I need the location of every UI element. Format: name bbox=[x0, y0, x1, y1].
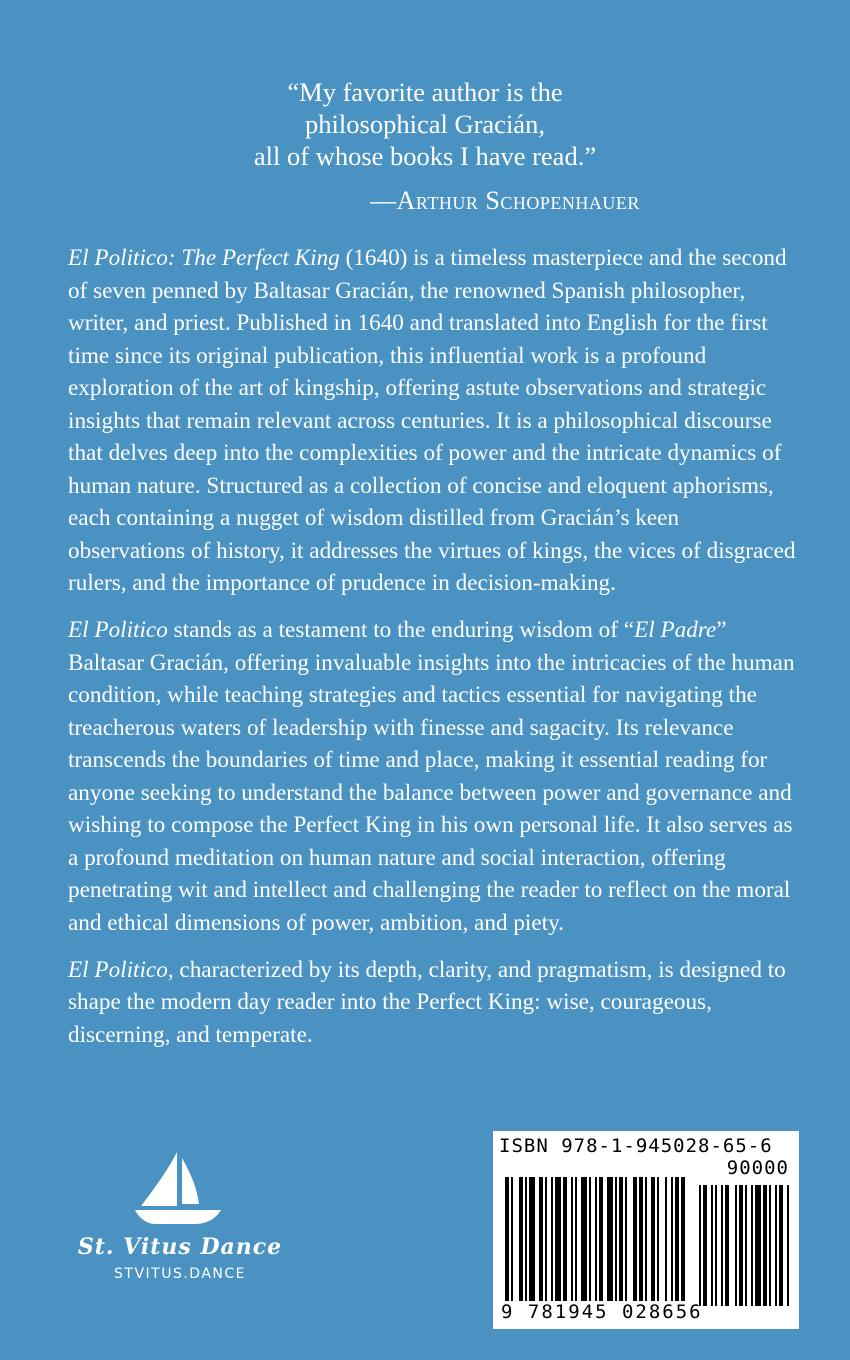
barcode-bar bbox=[675, 1177, 679, 1301]
barcode-bar bbox=[589, 1177, 591, 1301]
barcode-addon-bar bbox=[755, 1185, 761, 1306]
quote-line-3: all of whose books I have read.” bbox=[253, 141, 597, 171]
barcode-addon-bar bbox=[751, 1185, 753, 1306]
barcode-bar bbox=[619, 1177, 623, 1301]
barcode-addon-bar bbox=[739, 1185, 743, 1306]
description-paragraph-3: El Politico, characterized by its depth, clarity, and pragmatism, is designed to shape the modern day reader into the Perfect King: wise, courageous, discerning, and temperate. bbox=[68, 956, 786, 1048]
barcode-bar bbox=[551, 1177, 553, 1301]
barcode-digits: 9 781945 028656 bbox=[501, 1301, 703, 1323]
barcode-bar bbox=[563, 1177, 567, 1301]
barcode-bar bbox=[505, 1177, 509, 1301]
book-title-italic: El Politico bbox=[68, 617, 168, 643]
attribution-dash: — bbox=[370, 186, 397, 215]
barcode-bar bbox=[645, 1177, 647, 1301]
barcode-bar bbox=[681, 1177, 685, 1301]
quote-line-1: “My favorite author is the bbox=[287, 77, 563, 107]
barcode-addon-bar bbox=[763, 1185, 767, 1306]
description-paragraph-2: El Politico stands as a testament to the enduring wisdom of “El Padre” Baltasar Gracián, offering invaluable insights into the intricacies of the human condition, while teaching strategies and tactics essential for navigating the treacherous waters of leadership with finesse and sagacity. Its relevance transcends the boundaries of time and place, making it essential reading for anyone seeking to understand the balance between power and governance and wishing to compose the Perfect King in his own personal life. It also serves as a profound meditation on human nature and social interaction, offering penetrating wit and intellect and challenging the reader to reflect on the moral and ethical dimensions of power, ambition, and piety. bbox=[68, 617, 795, 936]
price-code: 90000 bbox=[726, 1157, 789, 1179]
barcode-bar bbox=[599, 1177, 603, 1301]
barcode-bar bbox=[571, 1177, 573, 1301]
publisher-name: St. Vitus Dance bbox=[77, 1234, 283, 1260]
barcode-bar bbox=[555, 1177, 561, 1301]
barcode-addon-bar bbox=[775, 1185, 777, 1306]
barcode-bar bbox=[519, 1177, 523, 1301]
attribution-name: Arthur Schopenhauer bbox=[396, 186, 640, 215]
isbn-barcode bbox=[493, 1131, 799, 1329]
barcode-addon-bar bbox=[745, 1185, 747, 1306]
barcode-bar bbox=[657, 1177, 659, 1301]
quote-attribution bbox=[0, 186, 850, 216]
barcode-bar bbox=[511, 1177, 513, 1301]
sailboat-icon bbox=[125, 1148, 235, 1228]
barcode-bar bbox=[615, 1177, 617, 1301]
barcode-bar bbox=[581, 1177, 587, 1301]
barcode-bar bbox=[607, 1177, 613, 1301]
barcode-addon-bar bbox=[703, 1185, 707, 1306]
publisher-logo bbox=[70, 1148, 290, 1282]
isbn-number: ISBN 978-1-945028-65-6 bbox=[499, 1135, 773, 1157]
publisher-url: STVITUS.DANCE bbox=[114, 1266, 246, 1282]
barcode-addon-bar bbox=[721, 1185, 723, 1306]
barcode-addon-bar bbox=[787, 1185, 789, 1306]
description-paragraph-1: El Politico: The Perfect King (1640) is a timeless masterpiece and the second of seven penned by Baltasar Gracián, the renowned Spanish philosopher, writer, and priest. Published in 1640 and translated into English for the first time since its original publication, this influential work is a profound exploration of the art of kingship, offering astute observations and strategic insights that remain relevant across centuries. It is a philosophical discourse that delves deep into the complexities of power and the intricate dynamics of human nature. Structured as a collection of concise and eloquent aphorisms, each containing a nugget of wisdom distilled from Gracián’s keen observations of history, it addresses the virtues of kings, the vices of disgraced rulers, and the importance of prudence in decision-making. bbox=[68, 245, 796, 596]
barcode-bar bbox=[575, 1177, 577, 1301]
quote-line-2: philosophical Gracián, bbox=[305, 109, 545, 139]
barcode-addon-bar bbox=[735, 1185, 737, 1306]
barcode-bar bbox=[639, 1177, 643, 1301]
barcode-addon-bar bbox=[779, 1185, 783, 1306]
el-padre-italic: El Padre bbox=[634, 617, 717, 643]
barcode-addon-bar bbox=[711, 1185, 713, 1306]
barcode-bar bbox=[595, 1177, 597, 1301]
barcode-addon-bar bbox=[715, 1185, 717, 1306]
barcode-bar bbox=[625, 1177, 627, 1301]
barcode-bar bbox=[665, 1177, 667, 1301]
barcode-bars bbox=[493, 1161, 799, 1306]
barcode-addon-bar bbox=[725, 1185, 729, 1306]
quote-block bbox=[0, 76, 850, 216]
barcode-addon-bar bbox=[769, 1185, 771, 1306]
book-title-italic: El Politico bbox=[68, 956, 168, 983]
barcode-addon-bar bbox=[699, 1185, 701, 1306]
book-title-italic: El Politico: The Perfect King bbox=[68, 245, 340, 271]
barcode-bar bbox=[529, 1177, 535, 1301]
barcode-bar bbox=[545, 1177, 547, 1301]
barcode-bar bbox=[539, 1177, 543, 1301]
book-description bbox=[68, 242, 802, 1066]
barcode-bar bbox=[633, 1177, 637, 1301]
barcode-bar bbox=[651, 1177, 655, 1301]
barcode-bar bbox=[525, 1177, 527, 1301]
barcode-bar bbox=[671, 1177, 673, 1301]
